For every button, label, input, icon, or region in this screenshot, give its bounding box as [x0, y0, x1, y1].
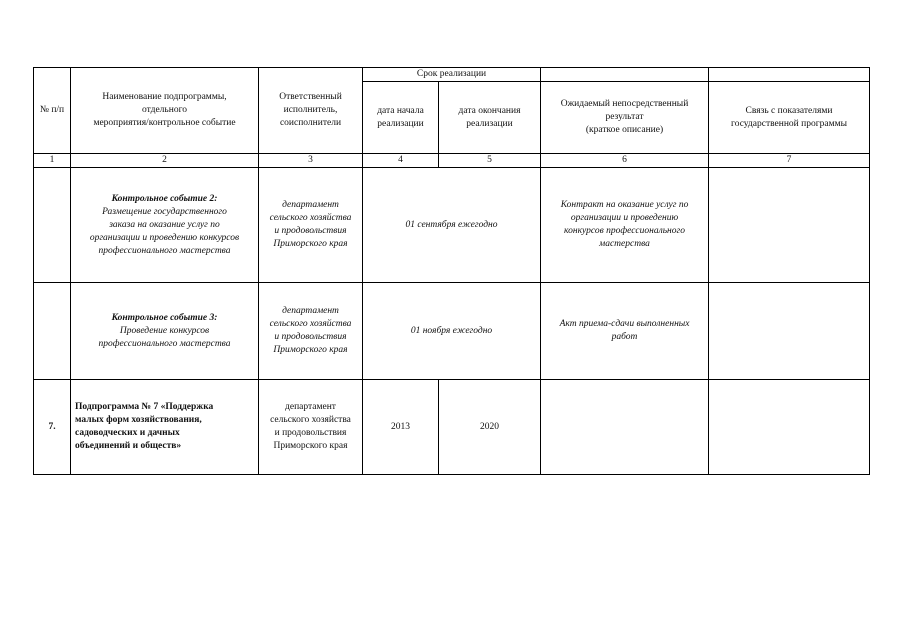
- row-num: [34, 283, 71, 380]
- row-responsible: департамент сельского хозяйства и продовольствия Приморского края: [259, 283, 363, 380]
- header-result-top: [541, 68, 709, 82]
- header-end-date: дата окончания реализации: [439, 82, 541, 154]
- col-number: 2: [71, 154, 259, 168]
- header-result: Ожидаемый непосредственный результат (краткое описание): [541, 82, 709, 154]
- row-link: [709, 168, 870, 283]
- col-number: 1: [34, 154, 71, 168]
- row-responsible: департамент сельского хозяйства и продовольствия Приморского края: [259, 168, 363, 283]
- col-number: 7: [709, 154, 870, 168]
- row-name: [71, 283, 259, 380]
- row-end: 2020: [439, 380, 541, 475]
- table-row: [34, 168, 870, 283]
- row-result: [541, 380, 709, 475]
- header-name: Наименование подпрограммы, отдельного мероприятия/контрольное событие: [71, 68, 259, 154]
- table-row: [34, 283, 870, 380]
- row-link: [709, 380, 870, 475]
- row-term: 01 сентября ежегодно: [363, 168, 541, 283]
- header-term-group: Срок реализации: [363, 68, 541, 82]
- program-table: [33, 67, 870, 475]
- col-number: 5: [439, 154, 541, 168]
- row-term: 01 ноября ежегодно: [363, 283, 541, 380]
- header-num: № п/п: [34, 68, 71, 154]
- row-num: 7.: [34, 380, 71, 475]
- event-text: Размещение государственного заказа на оказание услуг по организации и проведению конкурсов профессионального мастерства: [89, 206, 240, 256]
- header-link-top: [709, 68, 870, 82]
- event-text: Проведение конкурсов профессионального мастерства: [98, 325, 231, 349]
- row-result: Акт приема-сдачи выполненных работ: [541, 283, 709, 380]
- row-name: Подпрограмма № 7 «Поддержка малых форм хозяйствования, садоводческих и дачных объединений и обществ»: [71, 380, 259, 475]
- row-start: 2013: [363, 380, 439, 475]
- row-responsible: департамент сельского хозяйства и продовольствия Приморского края: [259, 380, 363, 475]
- header-link: Связь с показателями государственной программы: [709, 82, 870, 154]
- event-title: Контрольное событие 2:: [111, 193, 218, 204]
- table-row: [34, 380, 870, 475]
- header-start-date: дата начала реализации: [363, 82, 439, 154]
- header-responsible: Ответственный исполнитель, соисполнители: [259, 68, 363, 154]
- event-title: Контрольное событие 3:: [111, 312, 218, 323]
- row-result: Контракт на оказание услуг по организации и проведению конкурсов профессионального мастерства: [541, 168, 709, 283]
- col-number: 4: [363, 154, 439, 168]
- row-link: [709, 283, 870, 380]
- row-name: [71, 168, 259, 283]
- row-num: [34, 168, 71, 283]
- col-number: 3: [259, 154, 363, 168]
- col-number: 6: [541, 154, 709, 168]
